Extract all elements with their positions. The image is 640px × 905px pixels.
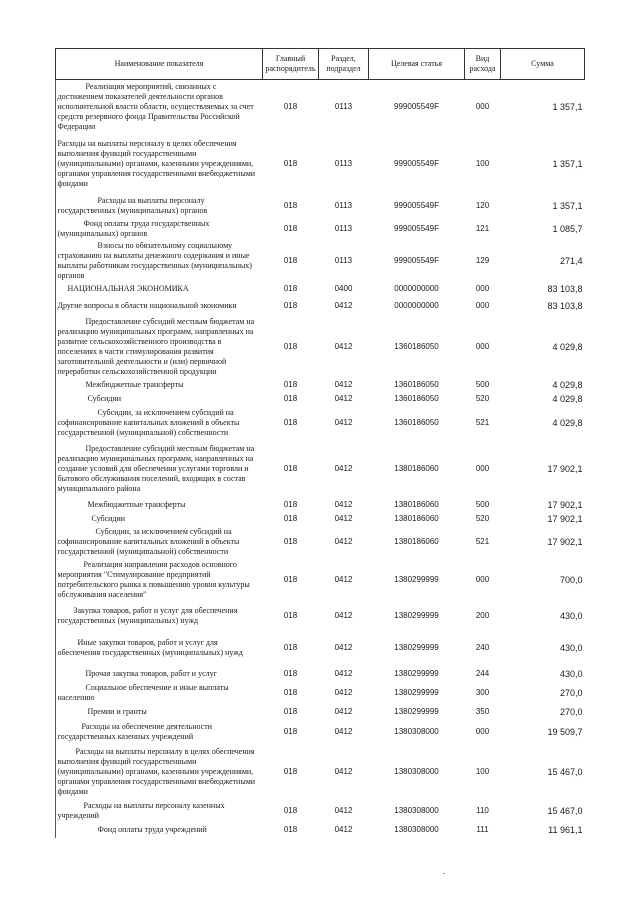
cell-sum: 430,0 bbox=[559, 642, 583, 653]
cell-chief: 018 bbox=[283, 463, 298, 473]
table-row bbox=[56, 218, 585, 240]
cell-section: 0412 bbox=[334, 463, 353, 473]
cell-target: 1360186050 bbox=[394, 379, 439, 389]
cell-target: 1380308000 bbox=[394, 824, 439, 834]
table-row bbox=[56, 602, 585, 630]
cell-sum: 271,4 bbox=[559, 255, 583, 266]
cell-sum: 15 467,0 bbox=[547, 805, 583, 816]
cell-sum: 19 509,7 bbox=[547, 726, 583, 737]
cell-kind: 500 bbox=[475, 499, 490, 509]
cell-name: Социальное обеспечение и иные выплаты населению bbox=[57, 682, 229, 702]
cell-section: 0412 bbox=[334, 706, 353, 716]
cell-sum: 17 902,1 bbox=[547, 463, 583, 474]
cell-section: 0400 bbox=[334, 283, 353, 293]
cell-kind: 120 bbox=[475, 200, 490, 210]
cell-name: Иные закупки товаров, работ и услуг для обеспечения государственных (муниципальных) нужд bbox=[57, 637, 243, 657]
cell-target: 1380186060 bbox=[394, 536, 439, 546]
cell-name: Межбюджетные трансферты bbox=[87, 499, 186, 509]
cell-section: 0113 bbox=[334, 158, 353, 168]
cell-name: Расходы на выплаты персоналу в целях обеспечения выполнения функций государственными (муниципальными) органами, казенными учреждениями, органами управления государственными внебюджетными фондами bbox=[57, 746, 256, 796]
table-row bbox=[56, 526, 585, 558]
table-row bbox=[56, 80, 585, 134]
cell-chief: 018 bbox=[283, 499, 298, 509]
cell-target: 999005549F bbox=[394, 200, 439, 210]
cell-target: 0000000000 bbox=[394, 283, 439, 293]
cell-target: 1360186050 bbox=[394, 417, 439, 427]
cell-name: Реализация направления расходов основного мероприятия "Стимулирование предприятий потребительского рынка к повышению уровня культуры обслуживания населения" bbox=[57, 559, 250, 599]
cell-chief: 018 bbox=[283, 341, 298, 351]
cell-name: Субсидии, за исключением субсидий на софинансирование капитальных вложений в объекты государственной (муниципальной) собственности bbox=[57, 407, 240, 437]
cell-section: 0412 bbox=[334, 379, 353, 389]
cell-kind: 521 bbox=[475, 417, 490, 427]
cell-kind: 000 bbox=[475, 300, 490, 310]
cell-section: 0113 bbox=[334, 200, 353, 210]
cell-kind: 000 bbox=[475, 463, 490, 473]
table-row bbox=[56, 682, 585, 704]
cell-name: Другие вопросы в области национальной экономики bbox=[57, 300, 237, 310]
cell-name: НАЦИОНАЛЬНАЯ ЭКОНОМИКА bbox=[67, 283, 189, 293]
cell-name: Взносы по обязательному социальному страхованию на выплаты денежного содержания и иные выплаты работникам государственных (муниципальных) органов bbox=[57, 240, 252, 280]
cell-name: Субсидии bbox=[87, 393, 122, 403]
cell-section: 0412 bbox=[334, 687, 353, 697]
cell-chief: 018 bbox=[283, 574, 298, 584]
header-sum: Сумма bbox=[501, 49, 585, 80]
table-row bbox=[56, 240, 585, 282]
cell-name: Премии и гранты bbox=[87, 706, 147, 716]
cell-chief: 018 bbox=[283, 824, 298, 834]
cell-sum: 83 103,8 bbox=[547, 300, 583, 311]
table-row bbox=[56, 194, 585, 218]
cell-name: Субсидии, за исключением субсидий на софинансирование капитальных вложений в объекты государственной (муниципальной) собственности bbox=[57, 526, 240, 556]
cell-sum: 4 029,8 bbox=[552, 393, 583, 404]
cell-name: Расходы на обеспечение деятельности государственных казенных учреждений bbox=[57, 721, 213, 741]
cell-chief: 018 bbox=[283, 687, 298, 697]
cell-name: Прочая закупка товаров, работ и услуг bbox=[85, 668, 217, 678]
table-row bbox=[56, 392, 585, 406]
table-row bbox=[56, 744, 585, 800]
cell-target: 1380308000 bbox=[394, 766, 439, 776]
cell-kind: 000 bbox=[475, 283, 490, 293]
cell-target: 999005549F bbox=[394, 255, 439, 265]
table-row bbox=[56, 406, 585, 440]
cell-name: Субсидии bbox=[91, 513, 126, 523]
cell-kind: 000 bbox=[475, 726, 490, 736]
cell-target: 1360186050 bbox=[394, 341, 439, 351]
cell-target: 1380299999 bbox=[394, 574, 439, 584]
cell-sum: 430,0 bbox=[559, 668, 583, 679]
cell-sum: 17 902,1 bbox=[547, 513, 583, 524]
cell-kind: 244 bbox=[475, 668, 490, 678]
cell-sum: 17 902,1 bbox=[547, 499, 583, 510]
cell-section: 0412 bbox=[334, 642, 353, 652]
cell-name: Расходы на выплаты персоналу в целях обеспечения выполнения функций государственными (муниципальными) органами, казенными учреждениями, органами управления государственными внебюджетными фондами bbox=[57, 138, 256, 188]
cell-target: 1380299999 bbox=[394, 642, 439, 652]
cell-section: 0412 bbox=[334, 341, 353, 351]
cell-kind: 200 bbox=[475, 610, 490, 620]
cell-target: 1380186060 bbox=[394, 499, 439, 509]
cell-target: 1380308000 bbox=[394, 805, 439, 815]
cell-sum: 430,0 bbox=[559, 610, 583, 621]
cell-name: Расходы на выплаты персоналу государственных (муниципальных) органов bbox=[57, 195, 208, 215]
cell-section: 0412 bbox=[334, 499, 353, 509]
cell-section: 0412 bbox=[334, 610, 353, 620]
cell-section: 0412 bbox=[334, 766, 353, 776]
cell-section: 0412 bbox=[334, 805, 353, 815]
table-row bbox=[56, 134, 585, 194]
cell-kind: 300 bbox=[475, 687, 490, 697]
cell-sum: 1 357,1 bbox=[552, 158, 583, 169]
cell-sum: 4 029,8 bbox=[552, 341, 583, 352]
cell-target: 1380308000 bbox=[394, 726, 439, 736]
cell-sum: 4 029,8 bbox=[552, 417, 583, 428]
cell-section: 0412 bbox=[334, 668, 353, 678]
cell-chief: 018 bbox=[283, 158, 298, 168]
cell-target: 1380186060 bbox=[394, 463, 439, 473]
cell-section: 0113 bbox=[334, 101, 353, 111]
cell-kind: 500 bbox=[475, 379, 490, 389]
cell-section: 0412 bbox=[334, 574, 353, 584]
cell-target: 1380299999 bbox=[394, 706, 439, 716]
cell-kind: 240 bbox=[475, 642, 490, 652]
cell-kind: 000 bbox=[475, 574, 490, 584]
cell-chief: 018 bbox=[283, 805, 298, 815]
cell-sum: 15 467,0 bbox=[547, 766, 583, 777]
table-row bbox=[56, 378, 585, 392]
header-target: Целевая статья bbox=[369, 49, 465, 80]
cell-sum: 11 961,1 bbox=[548, 824, 583, 835]
cell-section: 0113 bbox=[334, 255, 353, 265]
cell-kind: 520 bbox=[475, 393, 490, 403]
cell-kind: 000 bbox=[475, 101, 490, 111]
cell-section: 0113 bbox=[334, 223, 353, 233]
cell-target: 0000000000 bbox=[394, 300, 439, 310]
cell-chief: 018 bbox=[283, 300, 298, 310]
cell-name: Межбюджетные трансферты bbox=[85, 379, 184, 389]
cell-target: 1360186050 bbox=[394, 393, 439, 403]
cell-section: 0412 bbox=[334, 536, 353, 546]
table-row bbox=[56, 498, 585, 512]
cell-kind: 100 bbox=[475, 158, 490, 168]
table-body bbox=[56, 80, 585, 838]
cell-target: 1380299999 bbox=[394, 687, 439, 697]
table-header-row bbox=[56, 49, 585, 80]
cell-section: 0412 bbox=[334, 726, 353, 736]
cell-kind: 520 bbox=[475, 513, 490, 523]
table-row bbox=[56, 822, 585, 838]
header-name: Наименование показателя bbox=[56, 49, 263, 80]
cell-chief: 018 bbox=[283, 668, 298, 678]
cell-chief: 018 bbox=[283, 379, 298, 389]
header-section: Раздел, подраздел bbox=[319, 49, 369, 80]
cell-kind: 129 bbox=[475, 255, 490, 265]
cell-chief: 018 bbox=[283, 283, 298, 293]
cell-name: Реализация мероприятий, связанных с достижением показателей деятельности органов исполнительной власти области, осуществляемых за счет средств резервного фонда Правительства Российской Федерации bbox=[57, 81, 254, 131]
cell-target: 999005549F bbox=[394, 158, 439, 168]
cell-chief: 018 bbox=[283, 726, 298, 736]
cell-name: Предоставление субсидий местным бюджетам на реализацию муниципальных программ, направленных на создание условий для обеспечения услугами торговли и бытового обслуживания поселений, входящих в состав муниципального района bbox=[57, 443, 255, 493]
cell-section: 0412 bbox=[334, 417, 353, 427]
cell-name: Предоставление субсидий местным бюджетам на реализацию муниципальных программ, направленных на развитие сельскохозяйственного производства в поселениях в части стимулирования развития заготовительной деятельности и (или) первичной переработки сельскохозяйственной продукции bbox=[57, 316, 255, 376]
cell-chief: 018 bbox=[283, 101, 298, 111]
table-row bbox=[56, 282, 585, 296]
cell-sum: 1 357,1 bbox=[552, 200, 583, 211]
table-row bbox=[56, 316, 585, 378]
cell-chief: 018 bbox=[283, 255, 298, 265]
cell-sum: 4 029,8 bbox=[552, 379, 583, 390]
cell-sum: 270,0 bbox=[559, 706, 583, 717]
cell-kind: 121 bbox=[475, 223, 490, 233]
table-row bbox=[56, 630, 585, 666]
cell-chief: 018 bbox=[283, 706, 298, 716]
cell-chief: 018 bbox=[283, 536, 298, 546]
cell-sum: 1 085,7 bbox=[552, 223, 583, 234]
cell-chief: 018 bbox=[283, 513, 298, 523]
cell-chief: 018 bbox=[283, 766, 298, 776]
cell-name: Расходы на выплаты персоналу казенных учреждений bbox=[57, 800, 225, 820]
cell-section: 0412 bbox=[334, 824, 353, 834]
cell-kind: 110 bbox=[476, 805, 489, 815]
cell-sum: 17 902,1 bbox=[547, 536, 583, 547]
cell-kind: 350 bbox=[475, 706, 490, 716]
table-row bbox=[56, 704, 585, 720]
cell-kind: 000 bbox=[475, 341, 490, 351]
cell-chief: 018 bbox=[283, 200, 298, 210]
cell-sum: 1 357,1 bbox=[552, 101, 583, 112]
table-row bbox=[56, 666, 585, 682]
cell-chief: 018 bbox=[283, 393, 298, 403]
table-row bbox=[56, 440, 585, 498]
cell-sum: 700,0 bbox=[559, 574, 583, 585]
cell-target: 999005549F bbox=[394, 223, 439, 233]
cell-chief: 018 bbox=[283, 610, 298, 620]
cell-chief: 018 bbox=[283, 642, 298, 652]
cell-name: Фонд оплаты труда учреждений bbox=[97, 824, 207, 834]
cell-section: 0412 bbox=[334, 393, 353, 403]
cell-name: Фонд оплаты труда государственных (муниципальных) органов bbox=[57, 218, 210, 238]
table-row bbox=[56, 296, 585, 316]
header-kind: Вид расхода bbox=[465, 49, 501, 80]
cell-chief: 018 bbox=[283, 223, 298, 233]
budget-table bbox=[55, 48, 585, 838]
cell-kind: 100 bbox=[475, 766, 490, 776]
table-row bbox=[56, 800, 585, 822]
scan-speck bbox=[443, 873, 445, 874]
cell-sum: 83 103,8 bbox=[547, 283, 583, 294]
cell-target: 1380299999 bbox=[394, 610, 439, 620]
cell-target: 1380186060 bbox=[394, 513, 439, 523]
table-row bbox=[56, 558, 585, 602]
cell-kind: 521 bbox=[475, 536, 490, 546]
cell-target: 1380299999 bbox=[394, 668, 439, 678]
table-row bbox=[56, 720, 585, 744]
cell-name: Закупка товаров, работ и услуг для обеспечения государственных (муниципальных) нужд bbox=[57, 605, 238, 625]
cell-section: 0412 bbox=[334, 300, 353, 310]
cell-sum: 270,0 bbox=[559, 687, 583, 698]
cell-section: 0412 bbox=[334, 513, 353, 523]
cell-kind: 111 bbox=[476, 824, 489, 834]
cell-target: 999005549F bbox=[394, 101, 439, 111]
table-row bbox=[56, 512, 585, 526]
header-chief: Главный распорядитель bbox=[263, 49, 319, 80]
cell-chief: 018 bbox=[283, 417, 298, 427]
